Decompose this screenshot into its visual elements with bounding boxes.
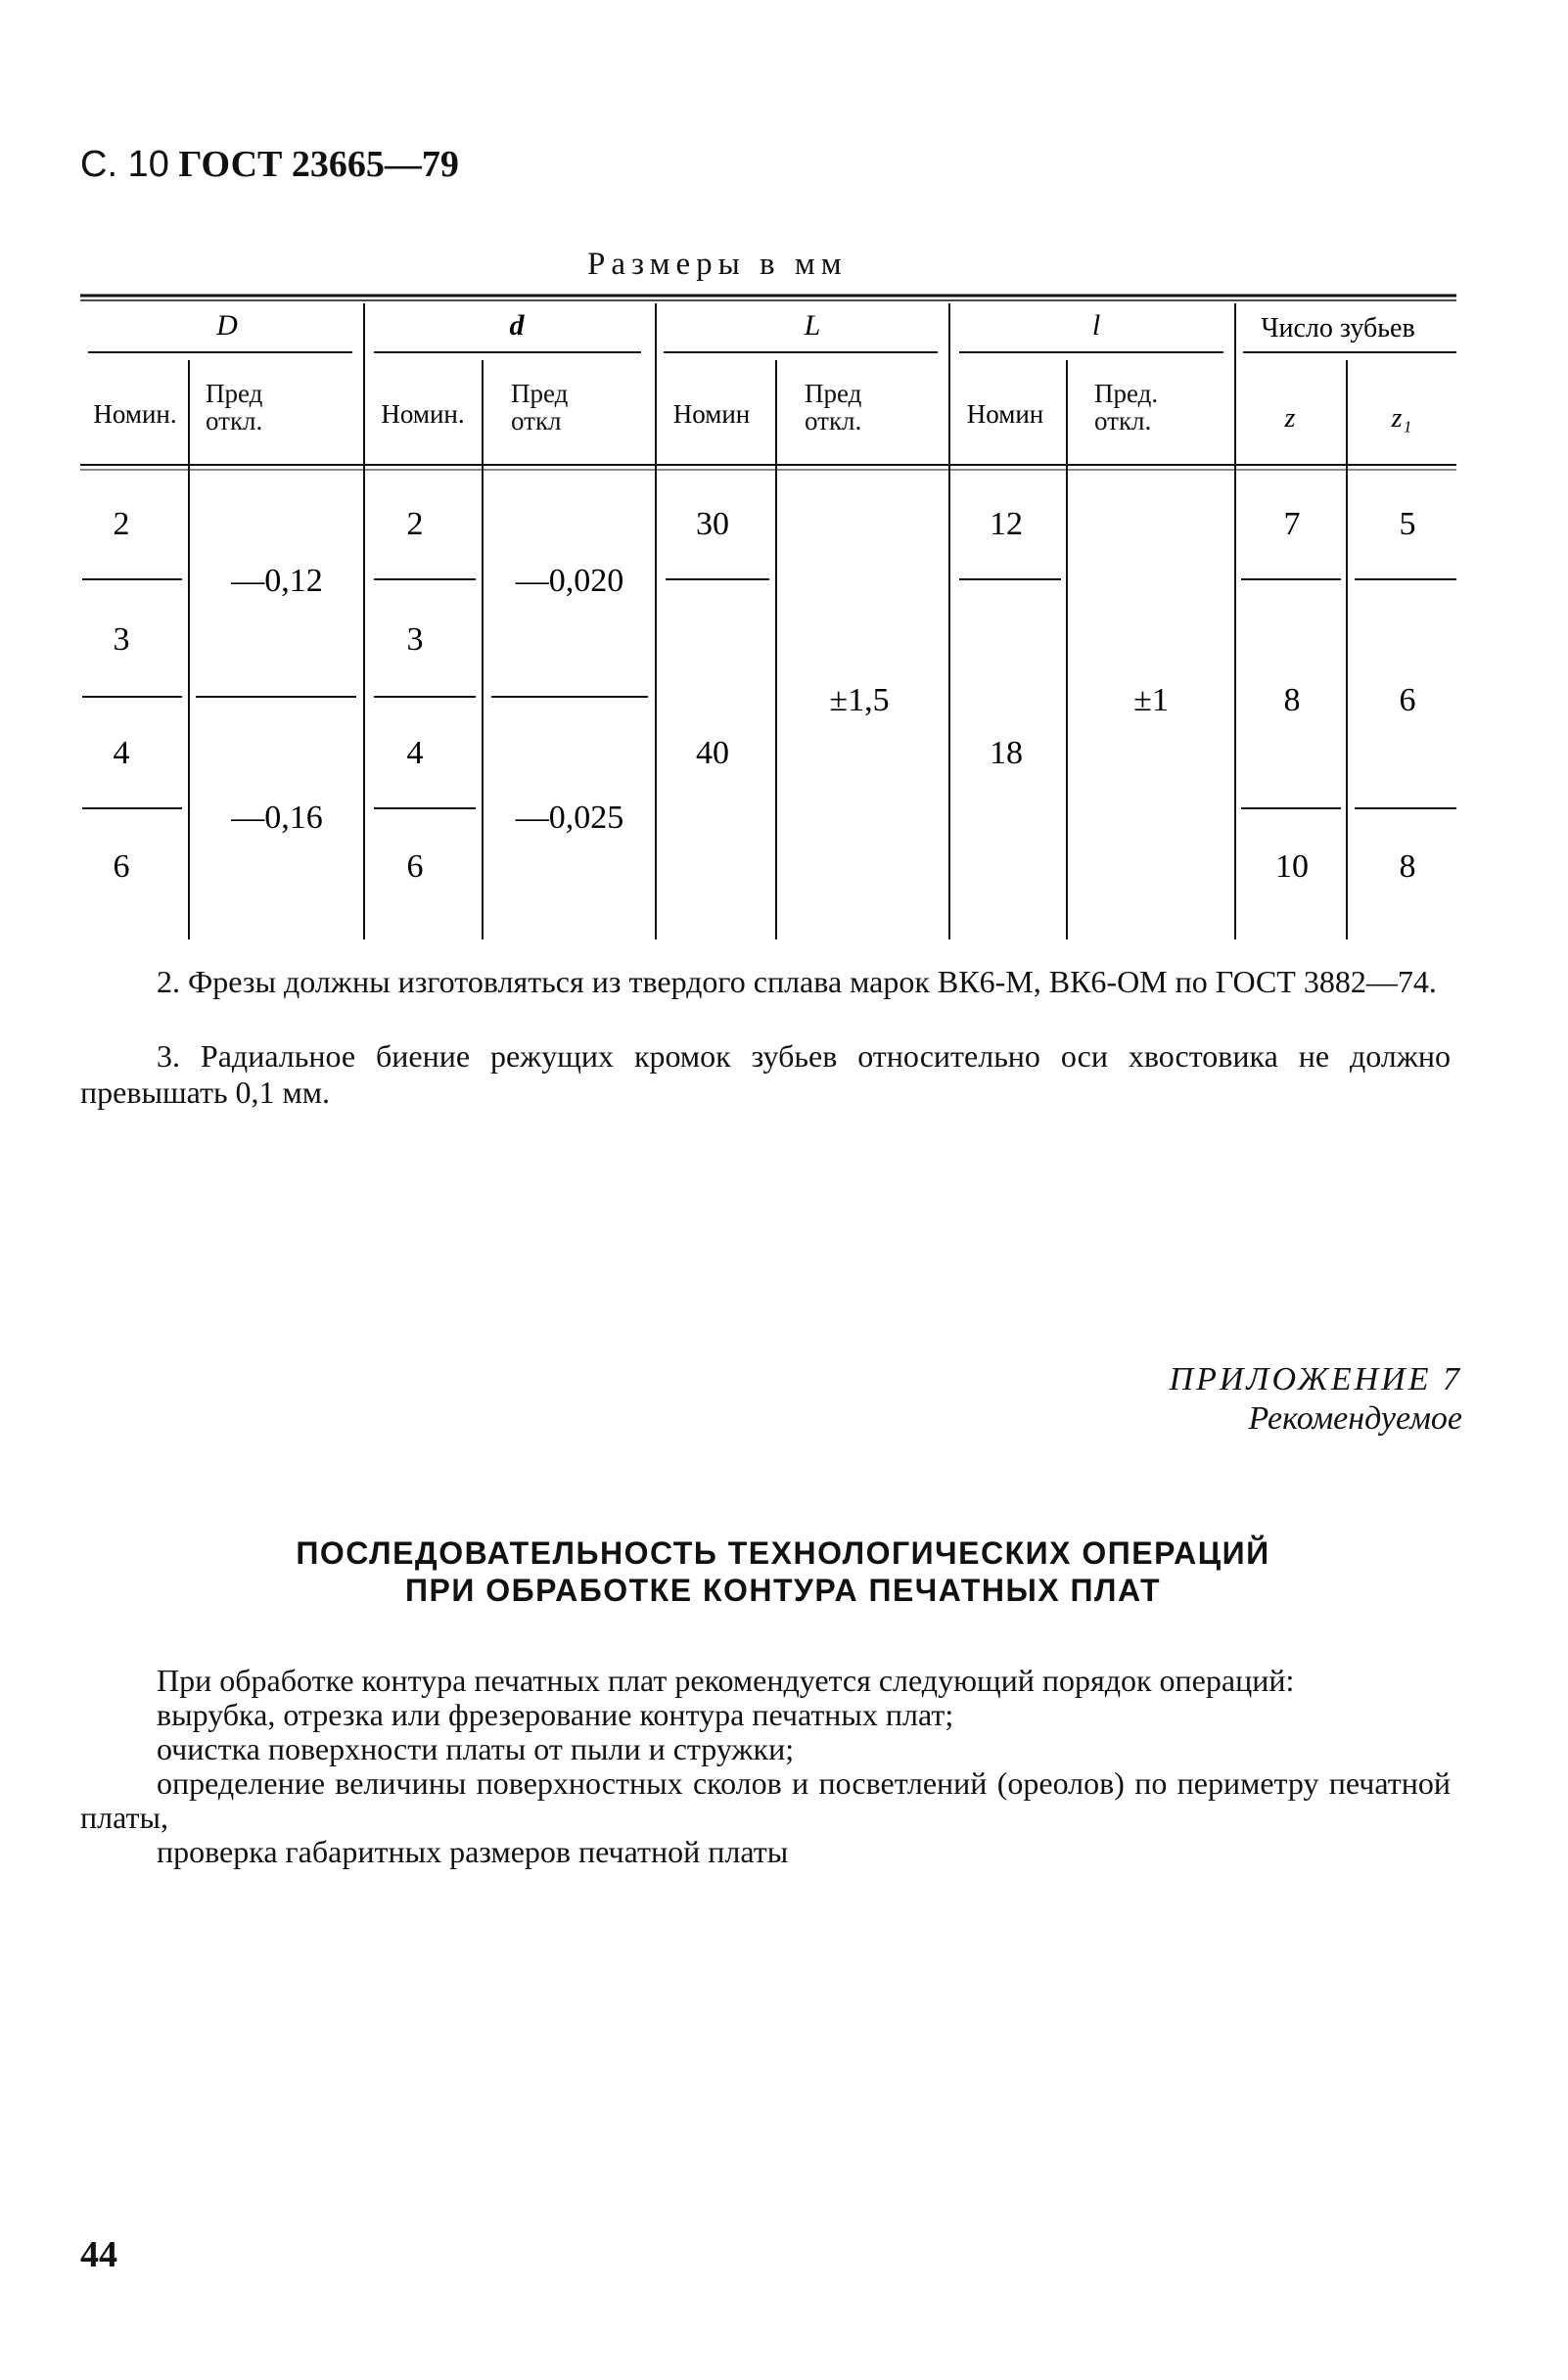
- group-D: D: [216, 309, 238, 342]
- cell-l-nom-1: 12: [990, 506, 1023, 542]
- subheader-L-nom: Номин: [672, 399, 751, 429]
- units-caption: Размеры в мм: [587, 247, 848, 282]
- cell-z-3: 10: [1275, 848, 1309, 885]
- cell-z1-3: 8: [1399, 848, 1416, 885]
- body-item-3: определение величины поверхностных сколов и посветлений (ореолов) по периметру печатной платы,: [80, 1765, 1451, 1835]
- cell-D-tol-1: —0,12: [231, 563, 323, 599]
- body-item-1: вырубка, отрезка или фрезерование контура печатных плат;: [157, 1697, 954, 1732]
- heading-line-1: ПОСЛЕДОВАТЕЛЬНОСТЬ ТЕХНОЛОГИЧЕСКИХ ОПЕРАЦИЙ: [296, 1535, 1270, 1571]
- cell-d-nom-3: 4: [406, 735, 424, 771]
- body-item-2: очистка поверхности платы от пыли и стружки;: [157, 1731, 795, 1766]
- body-item-4: проверка габаритных размеров печатной платы: [157, 1834, 789, 1869]
- cell-d-nom-2: 3: [406, 621, 424, 658]
- cell-z-2: 8: [1283, 682, 1301, 718]
- cell-L-nom-1: 30: [696, 506, 729, 542]
- cell-d-tol-1: —0,020: [515, 563, 624, 599]
- subheader-l-nom: Номин: [966, 399, 1044, 429]
- group-l: l: [1091, 309, 1101, 342]
- section-heading: [98, 1534, 1468, 1609]
- body-intro: При обработке контура печатных плат рекомендуется следующий порядок операций:: [157, 1663, 1295, 1698]
- dimensions-table: [0, 0, 1568, 979]
- cell-d-nom-1: 2: [406, 506, 424, 542]
- group-teeth: Число зубьев: [1261, 313, 1415, 343]
- standard-title: ГОСТ 23665—79: [178, 144, 459, 185]
- cell-d-nom-4: 6: [406, 848, 424, 885]
- cell-D-nom-3: 4: [113, 735, 130, 771]
- subheader-z: z: [1284, 403, 1296, 434]
- cell-l-tol: ±1: [1133, 682, 1169, 718]
- note-2: 2. Фрезы должны изготовляться из твердого сплава марок ВК6-М, ВК6-ОМ по ГОСТ 3882—74.: [157, 964, 1437, 999]
- cell-D-tol-2: —0,16: [231, 800, 323, 836]
- subheader-d-tol: Пред откл: [511, 380, 569, 435]
- cell-D-nom-1: 2: [113, 506, 130, 542]
- body-text: [80, 1664, 1451, 1869]
- appendix-label: [1170, 1360, 1462, 1439]
- cell-D-nom-2: 3: [113, 621, 130, 658]
- cell-l-nom-2: 18: [990, 735, 1023, 771]
- cell-z1-2: 6: [1399, 682, 1416, 718]
- cell-L-nom-2: 40: [696, 735, 729, 771]
- cell-D-nom-4: 6: [113, 848, 130, 885]
- heading-line-2: ПРИ ОБРАБОТКЕ КОНТУРА ПЕЧАТНЫХ ПЛАТ: [404, 1573, 1162, 1608]
- page-number: 44: [80, 2234, 117, 2275]
- subheader-l-tol: Пред. откл.: [1094, 380, 1159, 435]
- cell-z-1: 7: [1283, 506, 1301, 542]
- subheader-D-tol: Пред откл.: [206, 380, 263, 435]
- appendix-title: ПРИЛОЖЕНИЕ 7: [1169, 1361, 1462, 1397]
- subheader-L-tol: Пред откл.: [805, 380, 862, 435]
- subheader-D-nom: Номин.: [93, 399, 177, 429]
- cell-z1-1: 5: [1399, 506, 1416, 542]
- cell-L-tol: ±1,5: [829, 682, 890, 718]
- group-d: d: [509, 309, 525, 342]
- subheader-d-nom: Номин.: [381, 399, 465, 429]
- page-prefix: С. 10: [80, 144, 169, 185]
- cell-d-tol-2: —0,025: [515, 800, 624, 836]
- note-3: 3. Радиальное биение режущих кромок зубьев относительно оси хвостовика не должно превышать 0,1 мм.: [80, 1038, 1451, 1110]
- appendix-subtitle: Рекомендуемое: [1248, 1400, 1462, 1437]
- group-L: L: [804, 309, 821, 342]
- subheader-z1: z₁: [1391, 403, 1412, 434]
